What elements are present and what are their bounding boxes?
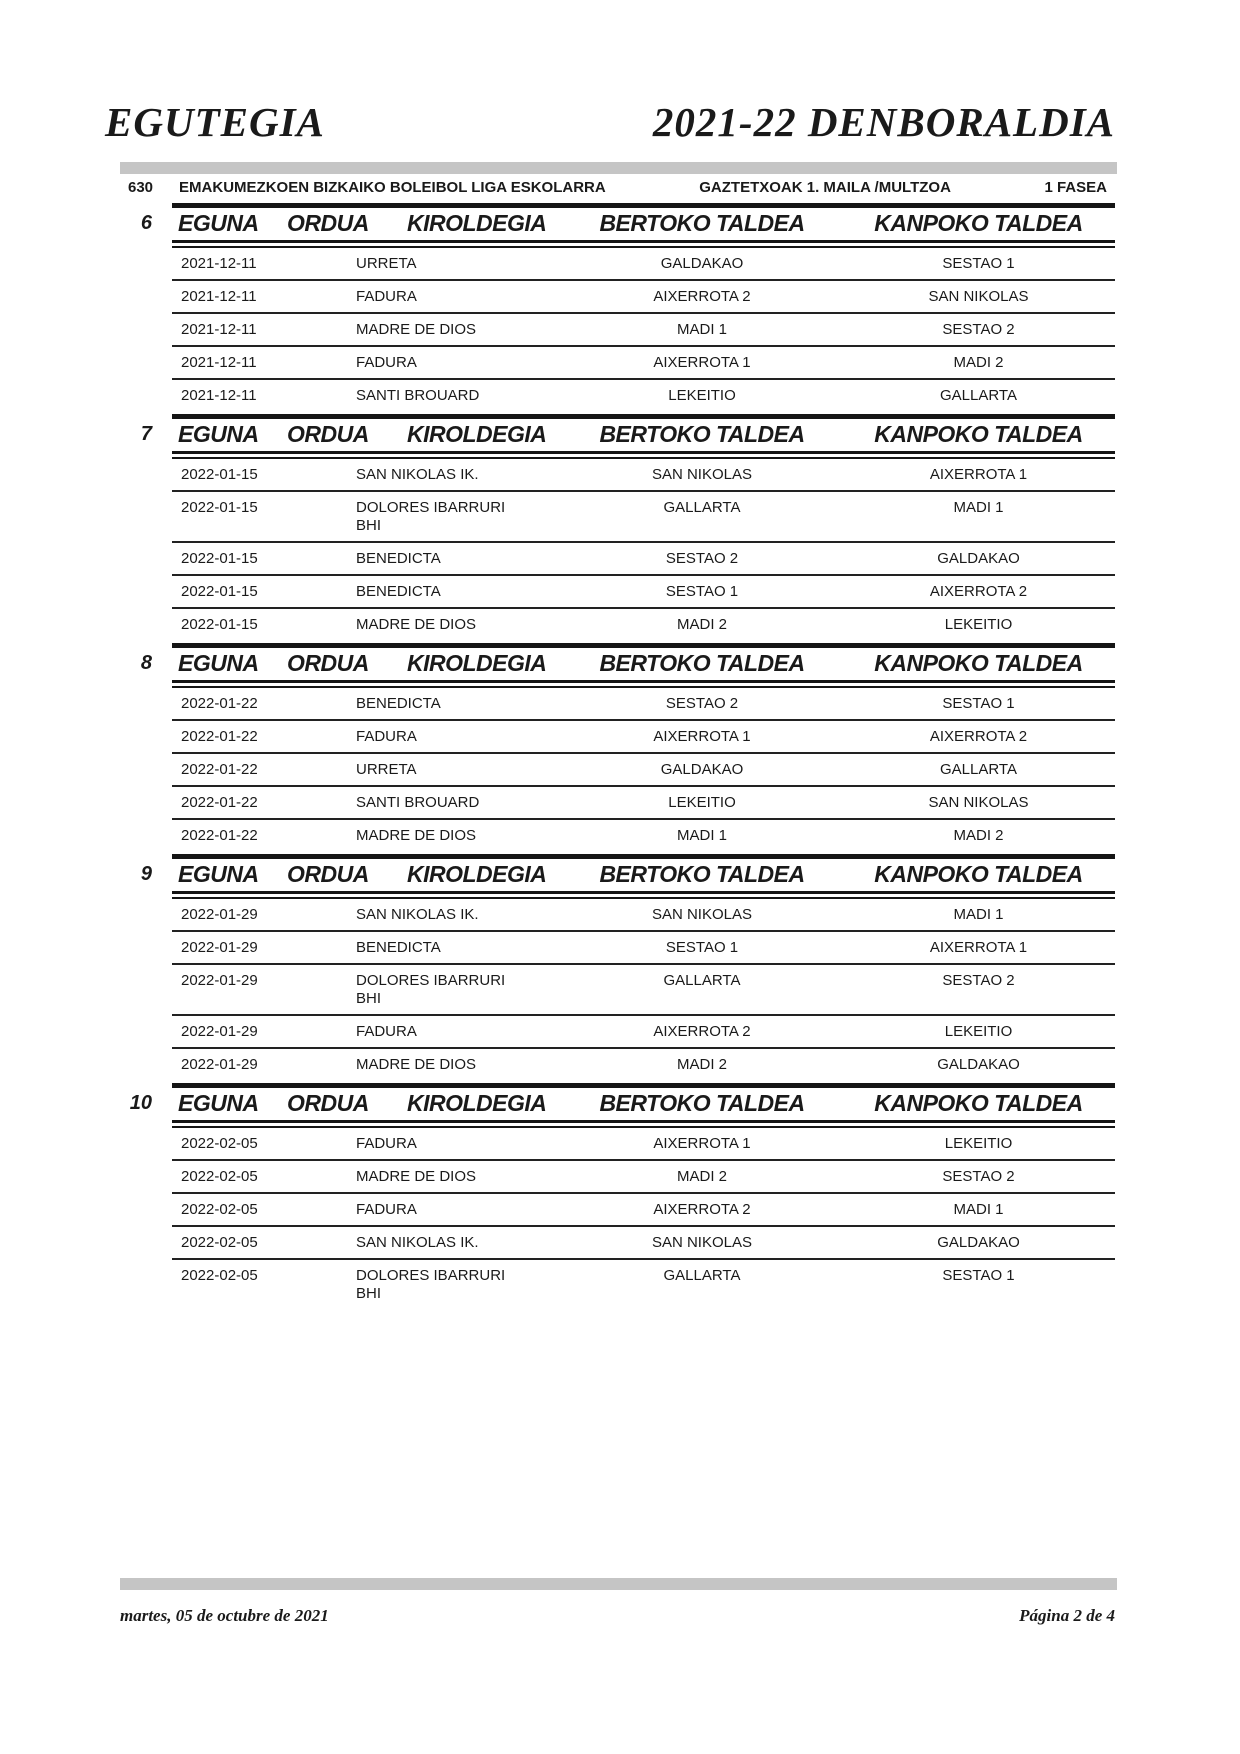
match-away-team: SESTAO 1 [942, 1267, 1015, 1284]
match-row [172, 1016, 1115, 1049]
match-date: 2021-12-11 [181, 354, 257, 371]
match-date: 2022-01-22 [181, 827, 258, 844]
match-venue: FADURA [356, 354, 417, 371]
match-away-team: LEKEITIO [944, 1135, 1013, 1152]
match-venue: FADURA [356, 288, 417, 305]
match-date: 2022-02-05 [181, 1201, 258, 1218]
match-venue: URRETA [356, 255, 417, 272]
match-row [172, 899, 1115, 932]
round-header [140, 209, 1115, 240]
match-home-team: GALLARTA [663, 972, 741, 989]
footer-divider [120, 1578, 1117, 1590]
round-number: 9 [140, 863, 152, 885]
match-away-team: AIXERROTA 2 [929, 583, 1028, 600]
match-venue: MADRE DE DIOS [356, 827, 477, 844]
match-away-team: LEKEITIO [944, 1023, 1013, 1040]
match-home-team: AIXERROTA 2 [653, 1023, 751, 1040]
match-date: 2022-02-05 [181, 1168, 258, 1185]
match-home-team: AIXERROTA 1 [653, 728, 751, 745]
league-subheader [128, 179, 1107, 196]
league-code: 630 [128, 179, 154, 196]
round-rows [172, 248, 1115, 411]
match-row [172, 314, 1115, 347]
match-date: 2022-01-22 [181, 794, 258, 811]
match-away-team: SESTAO 1 [942, 255, 1015, 272]
match-venue: FADURA [356, 1201, 417, 1218]
col-header-home-team: BERTOKO TALDEA [599, 1090, 805, 1116]
match-home-team: AIXERROTA 1 [653, 354, 751, 371]
match-date: 2022-02-05 [181, 1234, 258, 1251]
match-away-team: GALDAKAO [937, 1234, 1020, 1251]
match-row [172, 688, 1115, 721]
match-date: 2022-02-05 [181, 1135, 258, 1152]
round-header-rule [172, 1120, 1115, 1128]
season-title: 2021-22 DENBORALDIA [652, 99, 1115, 145]
col-header-time: ORDUA [287, 861, 369, 887]
match-away-team: MADI 1 [953, 906, 1004, 923]
match-home-team: GALLARTA [663, 499, 741, 516]
match-away-team: MADI 1 [953, 1201, 1004, 1218]
round-top-rule [172, 414, 1115, 419]
match-date: 2022-02-05 [181, 1267, 258, 1284]
round-section [129, 1083, 1115, 1309]
round-number: 8 [140, 652, 152, 674]
round-header-rule [172, 240, 1115, 248]
col-header-away-team: KANPOKO TALDEA [874, 861, 1083, 887]
match-venue: FADURA [356, 728, 417, 745]
match-date: 2022-01-22 [181, 728, 258, 745]
col-header-away-team: KANPOKO TALDEA [874, 1090, 1083, 1116]
doc-title: EGUTEGIA [105, 99, 325, 145]
round-rows [172, 459, 1115, 640]
match-venue: BENEDICTA [356, 695, 441, 712]
match-date: 2022-01-22 [181, 761, 258, 778]
match-away-team: GALDAKAO [937, 1056, 1020, 1073]
match-row [172, 1128, 1115, 1161]
col-header-date: EGUNA [178, 1090, 259, 1116]
round-section [140, 414, 1115, 640]
match-venue: DOLORES IBARRURI BHI [356, 972, 506, 1007]
page-footer [120, 1606, 1115, 1626]
match-row [172, 1227, 1115, 1260]
round-rows [172, 1128, 1115, 1309]
match-date: 2022-01-29 [181, 1023, 258, 1040]
col-header-away-team: KANPOKO TALDEA [874, 421, 1083, 447]
match-date: 2022-01-15 [181, 583, 258, 600]
match-venue: BENEDICTA [356, 550, 441, 567]
round-top-rule [172, 1083, 1115, 1088]
match-venue: FADURA [356, 1135, 417, 1152]
col-header-venue: KIROLDEGIA [407, 421, 547, 447]
round-header-rule [172, 451, 1115, 459]
match-row [172, 459, 1115, 492]
round-header-rule [172, 891, 1115, 899]
match-home-team: SAN NIKOLAS [651, 906, 753, 923]
col-header-date: EGUNA [178, 421, 259, 447]
match-venue: SAN NIKOLAS IK. [356, 1234, 479, 1251]
col-header-home-team: BERTOKO TALDEA [599, 210, 805, 236]
match-venue: DOLORES IBARRURI BHI [356, 1267, 506, 1302]
match-away-team: SESTAO 2 [942, 1168, 1015, 1185]
round-rows [172, 688, 1115, 851]
col-header-away-team: KANPOKO TALDEA [874, 650, 1083, 676]
col-header-venue: KIROLDEGIA [407, 1090, 547, 1116]
match-date: 2022-01-22 [181, 695, 258, 712]
round-section [140, 643, 1115, 851]
match-row [172, 380, 1115, 411]
match-home-team: MADI 1 [676, 321, 727, 338]
match-home-team: LEKEITIO [668, 387, 736, 404]
round-header [140, 860, 1115, 891]
match-home-team: AIXERROTA 2 [653, 288, 751, 305]
match-venue: SAN NIKOLAS IK. [356, 906, 479, 923]
match-home-team: AIXERROTA 1 [653, 1135, 751, 1152]
match-home-team: LEKEITIO [668, 794, 736, 811]
match-venue: BENEDICTA [356, 583, 441, 600]
match-row [172, 609, 1115, 640]
match-away-team: GALDAKAO [937, 550, 1020, 567]
match-row [172, 1161, 1115, 1194]
match-date: 2021-12-11 [181, 387, 257, 404]
col-header-away-team: KANPOKO TALDEA [874, 210, 1083, 236]
match-row [172, 721, 1115, 754]
match-home-team: SAN NIKOLAS [651, 466, 753, 483]
match-venue: MADRE DE DIOS [356, 321, 477, 338]
col-header-time: ORDUA [287, 650, 369, 676]
match-venue: SANTI BROUARD [356, 387, 480, 404]
match-row [172, 1260, 1115, 1309]
match-date: 2021-12-11 [181, 255, 257, 272]
round-section [140, 854, 1115, 1080]
match-home-team: SAN NIKOLAS [651, 1234, 753, 1251]
col-header-date: EGUNA [178, 650, 259, 676]
round-top-rule [172, 854, 1115, 859]
match-away-team: MADI 2 [953, 354, 1004, 371]
match-date: 2022-01-15 [181, 616, 258, 633]
match-date: 2022-01-29 [181, 906, 258, 923]
header-divider [120, 162, 1117, 174]
match-row [172, 820, 1115, 851]
match-home-team: MADI 1 [676, 827, 727, 844]
match-home-team: SESTAO 1 [665, 939, 739, 956]
match-home-team: SESTAO 2 [665, 550, 739, 567]
match-away-team: LEKEITIO [944, 616, 1013, 633]
match-row [172, 1049, 1115, 1080]
col-header-time: ORDUA [287, 421, 369, 447]
round-header [140, 649, 1115, 680]
match-away-team: SAN NIKOLAS [928, 794, 1029, 811]
match-date: 2022-01-29 [181, 972, 258, 989]
round-top-rule [172, 643, 1115, 648]
match-home-team: AIXERROTA 2 [653, 1201, 751, 1218]
col-header-home-team: BERTOKO TALDEA [599, 650, 805, 676]
match-home-team: GALLARTA [663, 1267, 741, 1284]
match-home-team: MADI 2 [676, 1168, 727, 1185]
match-row [172, 347, 1115, 380]
match-home-team: SESTAO 1 [665, 583, 739, 600]
round-header-rule [172, 680, 1115, 688]
match-row [172, 492, 1115, 543]
match-row [172, 787, 1115, 820]
col-header-date: EGUNA [178, 210, 259, 236]
match-away-team: MADI 1 [953, 499, 1004, 516]
match-away-team: GALLARTA [940, 761, 1017, 778]
match-date: 2022-01-15 [181, 466, 258, 483]
match-row [172, 932, 1115, 965]
round-top-rule [172, 203, 1115, 208]
match-row [172, 281, 1115, 314]
round-number: 6 [140, 212, 152, 234]
match-date: 2022-01-15 [181, 499, 258, 516]
match-row [172, 965, 1115, 1016]
round-header [140, 420, 1115, 451]
round-number: 10 [129, 1092, 152, 1114]
match-away-team: AIXERROTA 1 [929, 939, 1028, 956]
round-section [140, 203, 1115, 411]
match-row [172, 1194, 1115, 1227]
match-date: 2022-01-29 [181, 939, 258, 956]
match-venue: URRETA [356, 761, 417, 778]
match-venue: MADRE DE DIOS [356, 616, 477, 633]
match-away-team: SESTAO 1 [942, 695, 1015, 712]
col-header-home-team: BERTOKO TALDEA [599, 861, 805, 887]
col-header-venue: KIROLDEGIA [407, 650, 547, 676]
match-away-team: AIXERROTA 1 [929, 466, 1028, 483]
match-venue: DOLORES IBARRURI BHI [356, 499, 506, 534]
round-rows [172, 899, 1115, 1080]
match-home-team: GALDAKAO [660, 255, 744, 272]
match-row [172, 543, 1115, 576]
match-venue: MADRE DE DIOS [356, 1056, 477, 1073]
col-header-time: ORDUA [287, 1090, 369, 1116]
round-number: 7 [140, 423, 152, 445]
league-id-group [128, 179, 606, 196]
col-header-date: EGUNA [178, 861, 259, 887]
match-date: 2021-12-11 [181, 321, 257, 338]
col-header-venue: KIROLDEGIA [407, 861, 547, 887]
match-row [172, 754, 1115, 787]
match-venue: FADURA [356, 1023, 417, 1040]
match-away-team: MADI 2 [953, 827, 1004, 844]
match-row [172, 248, 1115, 281]
footer-date: martes, 05 de octubre de 2021 [120, 1606, 329, 1625]
match-away-team: SESTAO 2 [942, 972, 1015, 989]
col-header-home-team: BERTOKO TALDEA [599, 421, 805, 447]
league-phase: 1 FASEA [1044, 179, 1107, 196]
match-row [172, 576, 1115, 609]
match-away-team: SESTAO 2 [942, 321, 1015, 338]
league-category: GAZTETXOAK 1. MAILA /MULTZOA [699, 179, 951, 196]
match-home-team: SESTAO 2 [665, 695, 739, 712]
match-venue: MADRE DE DIOS [356, 1168, 477, 1185]
title-bar [105, 0, 1115, 146]
match-venue: SANTI BROUARD [356, 794, 480, 811]
match-away-team: GALLARTA [940, 387, 1017, 404]
match-home-team: GALDAKAO [660, 761, 744, 778]
match-date: 2022-01-29 [181, 1056, 258, 1073]
footer-page-number: Página 2 de 4 [1019, 1606, 1115, 1625]
match-away-team: AIXERROTA 2 [929, 728, 1028, 745]
match-venue: BENEDICTA [356, 939, 441, 956]
league-name: EMAKUMEZKOEN BIZKAIKO BOLEIBOL LIGA ESKOLARRA [179, 179, 606, 196]
match-home-team: MADI 2 [676, 616, 727, 633]
match-date: 2022-01-15 [181, 550, 258, 567]
match-away-team: SAN NIKOLAS [928, 288, 1029, 305]
match-date: 2021-12-11 [181, 288, 257, 305]
round-header [129, 1089, 1115, 1120]
rounds-container [0, 203, 1240, 1309]
match-home-team: MADI 2 [676, 1056, 727, 1073]
match-venue: SAN NIKOLAS IK. [356, 466, 479, 483]
col-header-venue: KIROLDEGIA [407, 210, 547, 236]
col-header-time: ORDUA [287, 210, 369, 236]
